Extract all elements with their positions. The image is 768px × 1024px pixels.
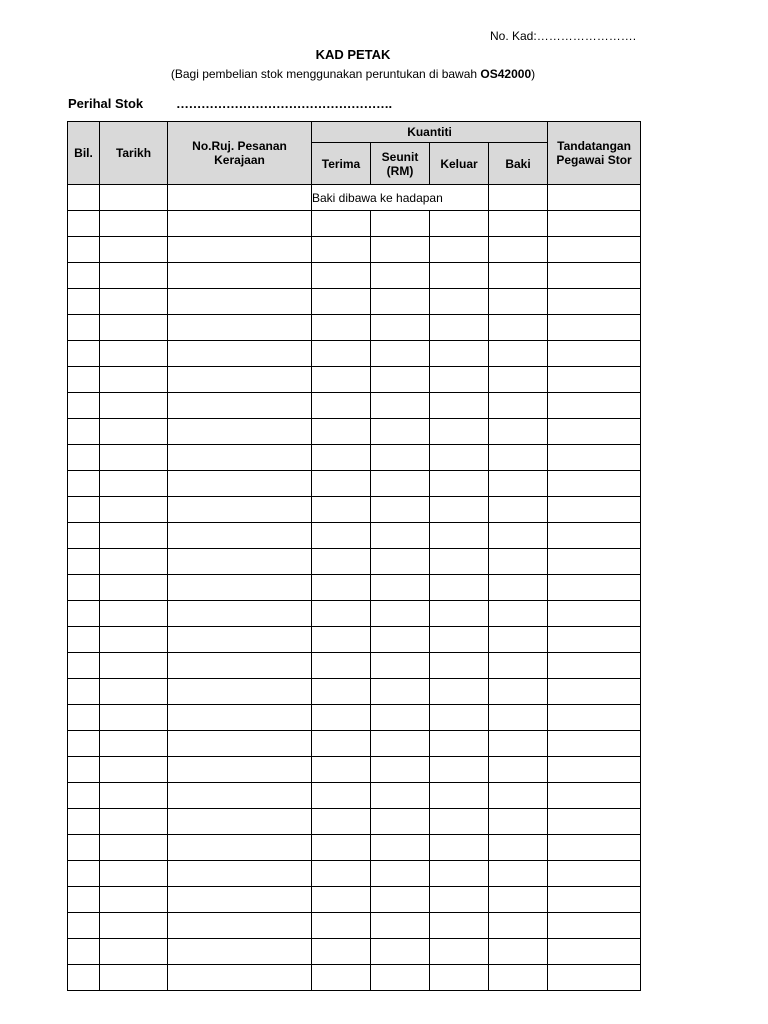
card-number-field: No. Kad:…………………….	[490, 29, 637, 43]
table-row	[68, 367, 641, 393]
table-cell[interactable]	[430, 263, 489, 289]
table-cell[interactable]	[312, 393, 371, 419]
table-cell[interactable]	[489, 523, 548, 549]
stock-card-table	[67, 121, 641, 991]
table-row	[68, 263, 641, 289]
table-row	[68, 835, 641, 861]
table-cell[interactable]	[312, 731, 371, 757]
table-cell[interactable]	[68, 913, 100, 939]
table-cell[interactable]	[312, 237, 371, 263]
table-cell[interactable]	[371, 367, 430, 393]
table-cell[interactable]	[68, 835, 100, 861]
table-cell[interactable]	[312, 549, 371, 575]
table-cell[interactable]	[100, 809, 168, 835]
table-cell[interactable]	[168, 263, 312, 289]
table-cell[interactable]	[168, 861, 312, 887]
table-row	[68, 393, 641, 419]
table-cell[interactable]	[312, 289, 371, 315]
table-cell[interactable]	[430, 731, 489, 757]
table-cell[interactable]	[489, 601, 548, 627]
table-row	[68, 497, 641, 523]
table-cell[interactable]	[168, 549, 312, 575]
table-row	[68, 523, 641, 549]
table-cell[interactable]	[371, 523, 430, 549]
table-cell[interactable]	[168, 471, 312, 497]
table-cell[interactable]	[168, 757, 312, 783]
table-cell[interactable]	[100, 549, 168, 575]
table-cell[interactable]	[168, 887, 312, 913]
table-cell[interactable]	[430, 809, 489, 835]
table-row	[68, 289, 641, 315]
table-row	[68, 211, 641, 237]
table-cell[interactable]	[312, 523, 371, 549]
table-cell[interactable]	[548, 913, 641, 939]
table-cell[interactable]	[430, 419, 489, 445]
table-cell[interactable]	[489, 367, 548, 393]
table-cell[interactable]	[548, 445, 641, 471]
table-row	[68, 861, 641, 887]
table-cell[interactable]	[68, 497, 100, 523]
table-cell[interactable]	[68, 237, 100, 263]
table-cell[interactable]	[430, 575, 489, 601]
table-cell[interactable]	[100, 965, 168, 991]
table-cell[interactable]	[430, 393, 489, 419]
table-cell[interactable]	[548, 237, 641, 263]
header-tarikh: Tarikh	[100, 122, 168, 185]
table-cell[interactable]	[489, 497, 548, 523]
table-row	[68, 549, 641, 575]
table-cell[interactable]	[312, 471, 371, 497]
table-cell[interactable]	[168, 653, 312, 679]
table-row	[68, 705, 641, 731]
table-cell[interactable]	[548, 939, 641, 965]
table-cell[interactable]	[489, 653, 548, 679]
table-cell[interactable]	[489, 757, 548, 783]
table-cell[interactable]	[168, 601, 312, 627]
table-cell[interactable]	[68, 653, 100, 679]
table-cell[interactable]	[489, 549, 548, 575]
table-cell[interactable]	[371, 315, 430, 341]
table-cell[interactable]	[548, 211, 641, 237]
table-cell[interactable]	[371, 887, 430, 913]
table-cell[interactable]	[371, 471, 430, 497]
table-cell[interactable]	[312, 757, 371, 783]
table-cell[interactable]	[371, 861, 430, 887]
table-cell[interactable]	[100, 757, 168, 783]
table-cell[interactable]	[489, 393, 548, 419]
table-row	[68, 575, 641, 601]
table-cell[interactable]	[430, 367, 489, 393]
table-cell[interactable]	[489, 887, 548, 913]
header-no-ruj: No.Ruj. Pesanan Kerajaan	[168, 122, 312, 185]
table-cell[interactable]	[100, 289, 168, 315]
table-cell[interactable]	[489, 679, 548, 705]
table-row	[68, 341, 641, 367]
table-cell[interactable]	[489, 809, 548, 835]
table-cell[interactable]	[489, 185, 548, 211]
table-cell[interactable]	[489, 341, 548, 367]
table-cell[interactable]	[168, 393, 312, 419]
header-baki: Baki	[489, 143, 548, 185]
table-cell[interactable]	[312, 965, 371, 991]
table-cell[interactable]	[489, 289, 548, 315]
table-cell[interactable]	[371, 393, 430, 419]
table-cell[interactable]	[371, 263, 430, 289]
table-cell[interactable]	[430, 289, 489, 315]
table-row	[68, 757, 641, 783]
table-cell[interactable]	[548, 549, 641, 575]
table-cell[interactable]	[430, 211, 489, 237]
table-row	[68, 939, 641, 965]
table-cell[interactable]	[312, 315, 371, 341]
table-cell[interactable]	[312, 211, 371, 237]
table-cell[interactable]	[371, 679, 430, 705]
table-cell[interactable]	[548, 185, 641, 211]
table-cell[interactable]	[430, 861, 489, 887]
table-cell[interactable]	[312, 575, 371, 601]
table-cell[interactable]	[312, 913, 371, 939]
table-cell[interactable]	[430, 549, 489, 575]
table-row	[68, 653, 641, 679]
table-cell[interactable]	[68, 705, 100, 731]
table-cell[interactable]	[68, 783, 100, 809]
table-cell[interactable]	[68, 861, 100, 887]
table-cell[interactable]	[68, 679, 100, 705]
table-cell[interactable]	[371, 913, 430, 939]
table-cell[interactable]	[371, 497, 430, 523]
carry-forward-row	[68, 185, 641, 211]
table-row	[68, 627, 641, 653]
table-cell[interactable]	[430, 237, 489, 263]
table-cell[interactable]	[430, 939, 489, 965]
table-cell[interactable]	[168, 185, 312, 211]
table-cell[interactable]	[100, 705, 168, 731]
table-cell[interactable]	[371, 445, 430, 471]
table-cell[interactable]	[100, 211, 168, 237]
carry-forward-label: Baki dibawa ke hadapan	[312, 185, 489, 211]
table-cell[interactable]	[371, 289, 430, 315]
table-cell[interactable]	[168, 315, 312, 341]
table-row	[68, 913, 641, 939]
table-cell[interactable]	[371, 705, 430, 731]
table-cell[interactable]	[430, 523, 489, 549]
table-cell[interactable]	[430, 965, 489, 991]
table-cell[interactable]	[371, 419, 430, 445]
document-subtitle	[0, 67, 706, 81]
table-cell[interactable]	[68, 809, 100, 835]
table-cell[interactable]	[371, 575, 430, 601]
table-cell[interactable]	[168, 367, 312, 393]
table-row	[68, 731, 641, 757]
table-cell[interactable]	[371, 731, 430, 757]
table-cell[interactable]	[68, 575, 100, 601]
table-cell[interactable]	[548, 341, 641, 367]
table-cell[interactable]	[312, 887, 371, 913]
table-cell[interactable]	[430, 705, 489, 731]
table-cell[interactable]	[168, 575, 312, 601]
table-cell[interactable]	[371, 601, 430, 627]
table-cell[interactable]	[68, 185, 100, 211]
table-cell[interactable]	[100, 341, 168, 367]
table-cell[interactable]	[489, 939, 548, 965]
table-row	[68, 315, 641, 341]
header-bil: Bil.	[68, 122, 100, 185]
subtitle-code: OS42000	[480, 67, 532, 81]
table-cell[interactable]	[430, 471, 489, 497]
table-cell[interactable]	[548, 523, 641, 549]
table-cell[interactable]	[548, 289, 641, 315]
table-cell[interactable]	[168, 419, 312, 445]
table-cell[interactable]	[68, 523, 100, 549]
table-cell[interactable]	[168, 211, 312, 237]
table-cell[interactable]	[168, 497, 312, 523]
table-cell[interactable]	[68, 263, 100, 289]
table-cell[interactable]	[371, 939, 430, 965]
header-row-1	[68, 122, 641, 143]
table-cell[interactable]	[168, 705, 312, 731]
table-cell[interactable]	[371, 965, 430, 991]
table-cell[interactable]	[371, 237, 430, 263]
table-cell[interactable]	[312, 419, 371, 445]
table-cell[interactable]	[548, 653, 641, 679]
table-cell[interactable]	[312, 601, 371, 627]
table-cell[interactable]	[100, 861, 168, 887]
table-cell[interactable]	[68, 731, 100, 757]
table-cell[interactable]	[548, 471, 641, 497]
perihal-stok-label: Perihal Stok	[68, 96, 144, 111]
table-cell[interactable]	[548, 731, 641, 757]
table-cell[interactable]	[548, 783, 641, 809]
table-cell[interactable]	[100, 497, 168, 523]
table-cell[interactable]	[548, 835, 641, 861]
table-row	[68, 471, 641, 497]
table-cell[interactable]	[548, 497, 641, 523]
table-cell[interactable]	[168, 445, 312, 471]
table-cell[interactable]	[548, 757, 641, 783]
perihal-stok-field: …………………………………………….	[176, 96, 392, 111]
table-cell[interactable]	[489, 705, 548, 731]
table-cell[interactable]	[100, 939, 168, 965]
table-cell[interactable]	[68, 601, 100, 627]
table-cell[interactable]	[68, 939, 100, 965]
table-cell[interactable]	[68, 471, 100, 497]
table-cell[interactable]	[312, 445, 371, 471]
table-cell[interactable]	[168, 679, 312, 705]
table-cell[interactable]	[168, 627, 312, 653]
table-row	[68, 809, 641, 835]
table-cell[interactable]	[548, 575, 641, 601]
table-cell[interactable]	[371, 809, 430, 835]
table-cell[interactable]	[371, 835, 430, 861]
table-cell[interactable]	[168, 809, 312, 835]
table-cell[interactable]	[100, 419, 168, 445]
table-cell[interactable]	[489, 627, 548, 653]
subtitle-suffix: )	[531, 67, 536, 81]
table-cell[interactable]	[489, 783, 548, 809]
table-cell[interactable]	[430, 679, 489, 705]
table-cell[interactable]	[100, 653, 168, 679]
table-cell[interactable]	[100, 523, 168, 549]
table-cell[interactable]	[68, 445, 100, 471]
table-cell[interactable]	[100, 627, 168, 653]
document-title: KAD PETAK	[315, 47, 391, 62]
table-cell[interactable]	[168, 341, 312, 367]
table-cell[interactable]	[312, 367, 371, 393]
table-cell[interactable]	[489, 861, 548, 887]
table-cell[interactable]	[430, 757, 489, 783]
header-terima: Terima	[312, 143, 371, 185]
table-cell[interactable]	[168, 783, 312, 809]
table-cell[interactable]	[548, 419, 641, 445]
table-cell[interactable]	[548, 705, 641, 731]
table-row	[68, 679, 641, 705]
table-cell[interactable]	[430, 315, 489, 341]
table-cell[interactable]	[548, 887, 641, 913]
table-cell[interactable]	[548, 315, 641, 341]
table-row	[68, 887, 641, 913]
table-cell[interactable]	[430, 627, 489, 653]
table-cell[interactable]	[312, 783, 371, 809]
table-cell[interactable]	[430, 653, 489, 679]
table-cell[interactable]	[430, 783, 489, 809]
table-cell[interactable]	[168, 731, 312, 757]
table-cell[interactable]	[312, 705, 371, 731]
table-cell[interactable]	[312, 939, 371, 965]
table-cell[interactable]	[68, 393, 100, 419]
table-cell[interactable]	[100, 575, 168, 601]
table-cell[interactable]	[371, 341, 430, 367]
table-cell[interactable]	[68, 289, 100, 315]
table-cell[interactable]	[430, 601, 489, 627]
table-cell[interactable]	[168, 913, 312, 939]
table-cell[interactable]	[100, 601, 168, 627]
table-cell[interactable]	[312, 861, 371, 887]
table-cell[interactable]	[548, 601, 641, 627]
header-tandatangan: Tandatangan Pegawai Stor	[548, 122, 641, 185]
table-cell[interactable]	[489, 315, 548, 341]
table-cell[interactable]	[68, 315, 100, 341]
table-cell[interactable]	[548, 679, 641, 705]
header-kuantiti: Kuantiti	[312, 122, 548, 143]
table-cell[interactable]	[312, 653, 371, 679]
table-cell[interactable]	[548, 965, 641, 991]
table-cell[interactable]	[371, 211, 430, 237]
table-cell[interactable]	[100, 783, 168, 809]
table-cell[interactable]	[68, 211, 100, 237]
table-cell[interactable]	[168, 289, 312, 315]
table-cell[interactable]	[371, 783, 430, 809]
table-row	[68, 601, 641, 627]
table-cell[interactable]	[68, 549, 100, 575]
table-cell[interactable]	[100, 471, 168, 497]
table-cell[interactable]	[168, 835, 312, 861]
table-cell[interactable]	[68, 419, 100, 445]
subtitle-prefix: (Bagi pembelian stok menggunakan peruntukan di bawah	[170, 67, 481, 81]
table-cell[interactable]	[371, 653, 430, 679]
table-cell[interactable]	[100, 315, 168, 341]
table-cell[interactable]	[312, 809, 371, 835]
table-row	[68, 419, 641, 445]
table-cell[interactable]	[548, 627, 641, 653]
table-cell[interactable]	[100, 445, 168, 471]
table-cell[interactable]	[430, 341, 489, 367]
table-cell[interactable]	[548, 861, 641, 887]
table-cell[interactable]	[489, 835, 548, 861]
table-cell[interactable]	[489, 211, 548, 237]
table-cell[interactable]	[100, 263, 168, 289]
table-row	[68, 965, 641, 991]
table-cell[interactable]	[489, 419, 548, 445]
table-cell[interactable]	[489, 913, 548, 939]
header-seunit: Seunit (RM)	[371, 143, 430, 185]
table-cell[interactable]	[68, 627, 100, 653]
table-cell[interactable]	[489, 965, 548, 991]
table-cell[interactable]	[371, 549, 430, 575]
table-cell[interactable]	[168, 237, 312, 263]
table-cell[interactable]	[489, 471, 548, 497]
table-cell[interactable]	[312, 835, 371, 861]
table-cell[interactable]	[548, 393, 641, 419]
table-cell[interactable]	[312, 497, 371, 523]
table-cell[interactable]	[312, 627, 371, 653]
table-cell[interactable]	[312, 679, 371, 705]
table-row	[68, 445, 641, 471]
table-cell[interactable]	[430, 497, 489, 523]
table-cell[interactable]	[548, 809, 641, 835]
table-cell[interactable]	[548, 263, 641, 289]
table-cell[interactable]	[430, 913, 489, 939]
table-cell[interactable]	[68, 887, 100, 913]
table-cell[interactable]	[100, 913, 168, 939]
table-row	[68, 237, 641, 263]
table-cell[interactable]	[100, 887, 168, 913]
table-cell[interactable]	[489, 263, 548, 289]
table-cell[interactable]	[100, 185, 168, 211]
table-cell[interactable]	[312, 341, 371, 367]
table-cell[interactable]	[489, 445, 548, 471]
table-cell[interactable]	[371, 627, 430, 653]
table-cell[interactable]	[489, 731, 548, 757]
table-cell[interactable]	[312, 263, 371, 289]
table-cell[interactable]	[100, 237, 168, 263]
table-cell[interactable]	[371, 757, 430, 783]
table-cell[interactable]	[68, 757, 100, 783]
table-cell[interactable]	[489, 237, 548, 263]
table-body	[68, 185, 641, 991]
table-cell[interactable]	[430, 887, 489, 913]
table-cell[interactable]	[100, 679, 168, 705]
table-cell[interactable]	[430, 445, 489, 471]
table-row	[68, 783, 641, 809]
table-cell[interactable]	[430, 835, 489, 861]
table-cell[interactable]	[489, 575, 548, 601]
table-cell[interactable]	[100, 367, 168, 393]
table-cell[interactable]	[168, 965, 312, 991]
table-cell[interactable]	[68, 965, 100, 991]
table-cell[interactable]	[548, 367, 641, 393]
table-cell[interactable]	[168, 939, 312, 965]
table-cell[interactable]	[68, 341, 100, 367]
table-cell[interactable]	[168, 523, 312, 549]
table-cell[interactable]	[100, 393, 168, 419]
table-cell[interactable]	[68, 367, 100, 393]
table-cell[interactable]	[100, 731, 168, 757]
table-cell[interactable]	[100, 835, 168, 861]
header-keluar: Keluar	[430, 143, 489, 185]
